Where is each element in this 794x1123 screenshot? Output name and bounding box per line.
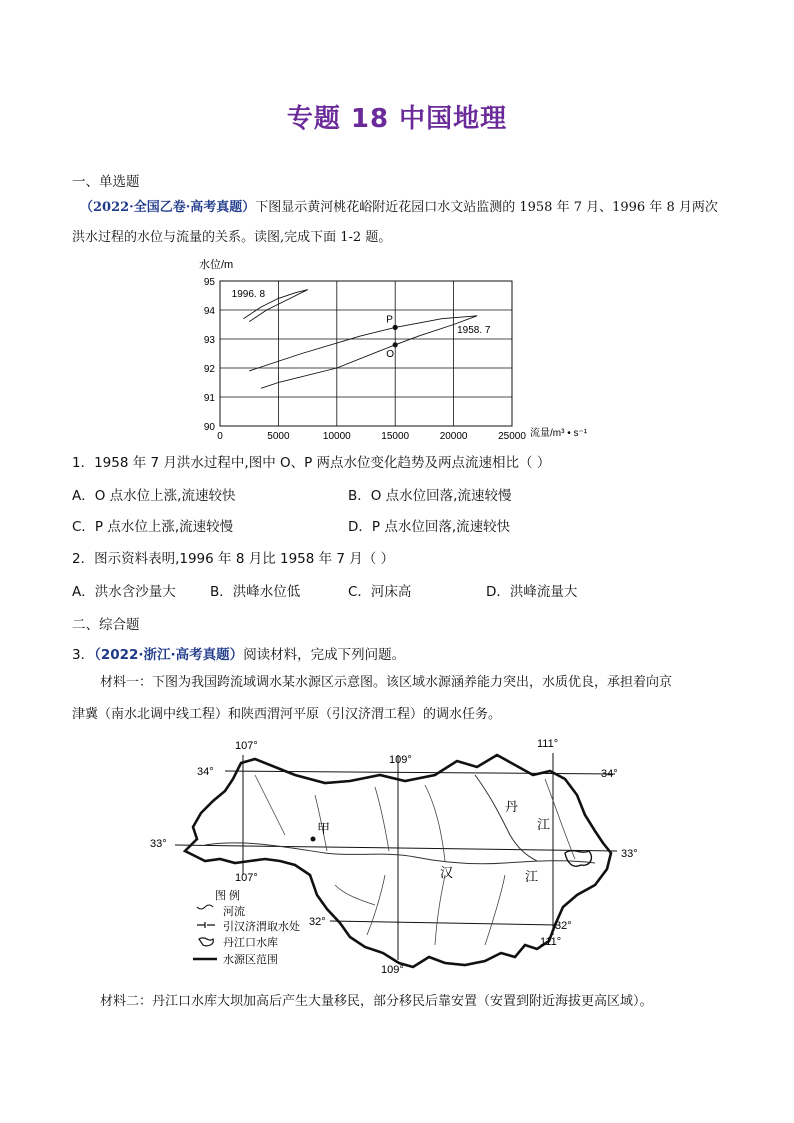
intake-point: [311, 837, 316, 842]
section-heading-comprehensive: 二、综合题: [72, 617, 140, 633]
label-lon-111-top: 111°: [537, 738, 559, 750]
question-intro: [80, 193, 718, 223]
label-lon-111-bottom: 111°: [540, 936, 562, 948]
q2-option-c[interactable]: C．河床高: [348, 584, 412, 600]
q1-option-a[interactable]: A．O 点水位上涨,流速较快: [72, 488, 236, 504]
label-han: 汉: [440, 865, 454, 880]
y-tick-label: 95: [203, 277, 215, 288]
q2-stem: 2．图示资料表明,1996 年 8 月比 1958 年 7 月（ ）: [72, 551, 395, 567]
point-label-O: O: [386, 348, 394, 360]
label-lat-33-right: 33°: [621, 848, 638, 860]
label-lat-33-left: 33°: [150, 838, 167, 850]
tributary-4: [425, 785, 445, 861]
point-label-P: P: [386, 314, 393, 326]
water-level-flow-chart: [195, 256, 605, 444]
tributary-9: [335, 885, 375, 905]
legend-boundary-label: 水源区范围: [223, 954, 278, 966]
tributary-6: [367, 875, 385, 935]
q1-option-c[interactable]: C．P 点水位上涨,流速较慢: [72, 519, 234, 535]
label-jia: 甲: [317, 821, 331, 836]
legend-intake-symbol: [197, 922, 215, 928]
legend-reservoir-label: 丹江口水库: [223, 937, 278, 949]
q3-number: 3．: [72, 647, 95, 663]
legend-title: 图 例: [215, 890, 241, 902]
y-tick-label: 93: [203, 335, 215, 346]
q3-text: 阅读材料，完成下列问题。: [243, 647, 406, 663]
tributary-8: [485, 875, 505, 945]
tributary-7: [435, 875, 445, 945]
material-1-line-2: 津冀（南水北调中线工程）和陕西渭河平原（引汉济渭工程）的调水任务。: [72, 707, 502, 722]
chart-xlabel: 流量/m³ • s⁻¹: [530, 428, 588, 439]
legend-reservoir-symbol: [199, 938, 213, 946]
label-dan: 丹: [505, 799, 519, 814]
label-lon-107-bottom: 107°: [235, 872, 258, 884]
chart-ticks: [204, 277, 526, 442]
label-lon-107-top: 107°: [235, 740, 258, 752]
material-1-line-1: 材料一：下图为我国跨流域调水某水源区示意图。该区域水源涵养能力突出，水质优良，承担着向京: [100, 675, 673, 690]
point-O: [393, 342, 398, 347]
x-tick-label: 25000: [498, 431, 526, 442]
intro-text-1: 下图显示黄河桃花峪附近花园口水文站监测的 1958 年 7 月、1996 年 8 月两次: [255, 200, 718, 215]
label-lat-32-left: 32°: [309, 916, 326, 928]
series-line-1: [249, 316, 477, 389]
section-heading-single-choice: 一、单选题: [72, 174, 140, 190]
material-2: 材料二：丹江口水库大坝加高后产生大量移民，部分移民后靠安置（安置到附近海拔更高区域）。: [100, 994, 653, 1009]
danjiangkou-reservoir: [565, 851, 591, 867]
series-label-1: 1958. 7: [457, 325, 491, 337]
label-jiang-2: 江: [525, 869, 539, 884]
dan-river: [475, 775, 537, 861]
label-lat-34-right: 34°: [601, 768, 618, 780]
y-tick-label: 91: [203, 393, 215, 404]
legend-river-symbol: [197, 905, 213, 909]
q3-stem: [72, 643, 405, 663]
q1-option-b[interactable]: B．O 点水位回落,流速较慢: [348, 488, 512, 504]
chart-annotations: [386, 314, 398, 359]
q1-option-d[interactable]: D．P 点水位回落,流速较快: [348, 519, 511, 535]
parallel-33-line: [175, 845, 617, 851]
label-lon-109-bottom: 109°: [381, 964, 404, 976]
legend-river-label: 河流: [223, 906, 245, 918]
tributary-1: [255, 775, 285, 835]
label-lon-109-top: 109°: [389, 754, 412, 766]
legend-intake-label: 引汉济渭取水处: [223, 921, 300, 933]
q2-option-a[interactable]: A．洪水含沙量大: [72, 584, 176, 600]
intro-text-2: 洪水过程的水位与流量的关系。读图,完成下面 1-2 题。: [72, 230, 392, 245]
label-lat-34-left: 34°: [197, 766, 214, 778]
y-tick-label: 92: [203, 364, 215, 375]
x-tick-label: 15000: [381, 431, 410, 442]
parallel-32-line: [330, 921, 557, 925]
y-tick-label: 90: [203, 422, 215, 433]
tributary-3: [375, 787, 389, 851]
y-tick-label: 94: [203, 306, 215, 317]
chart-frame: [220, 281, 512, 426]
question-source: （2022·全国乙卷·高考真题）: [80, 200, 256, 215]
label-lat-32-right: 32°: [555, 920, 572, 932]
x-tick-label: 5000: [267, 431, 290, 442]
series-label-0: 1996. 8: [231, 288, 266, 300]
q2-option-b[interactable]: B．洪峰水位低: [210, 584, 301, 600]
water-source-map: [145, 735, 645, 980]
label-jiang-1: 江: [537, 817, 551, 832]
chart-grid: [220, 281, 512, 426]
q1-stem: 1．1958 年 7 月洪水过程中,图中 O、P 两点水位变化趋势及两点流速相比（ ）: [72, 455, 551, 471]
x-tick-label: 10000: [322, 431, 351, 442]
x-tick-label: 0: [217, 431, 223, 442]
chart-ylabel: 水位/m: [199, 259, 234, 271]
q2-option-d[interactable]: D．洪峰流量大: [486, 584, 578, 600]
point-P: [393, 325, 398, 330]
q3-source: （2022·浙江·高考真题）: [94, 647, 244, 663]
page-title: 专题 18 中国地理: [286, 104, 508, 134]
x-tick-label: 20000: [439, 431, 468, 442]
